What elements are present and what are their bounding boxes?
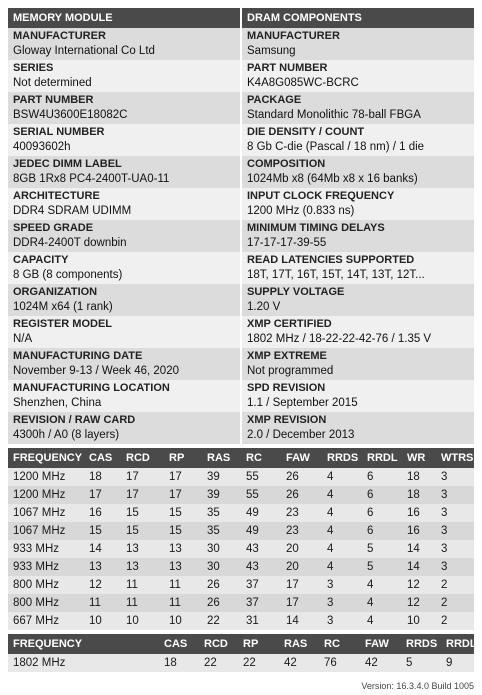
dram-field-value: 2.0 / December 2013 (247, 429, 355, 441)
dram-field-value: 1.20 V (247, 301, 281, 313)
module-field-value: DDR4 SDRAM UDIMM (13, 205, 132, 217)
table-cell: 14 (402, 540, 436, 558)
table-cell: 1200 MHz (8, 486, 84, 504)
table-cell: 4 (322, 486, 362, 504)
table-cell: 30 (202, 540, 241, 558)
module-field-value: Not determined (13, 77, 92, 89)
table-cell (84, 654, 159, 672)
table-cell: 15 (121, 522, 164, 540)
dram-field-value: 18T, 17T, 16T, 15T, 14T, 13T, 12T... (247, 269, 425, 281)
table-cell: 42 (279, 654, 319, 672)
table-row (8, 504, 474, 522)
table-cell: 667 MHz (8, 612, 84, 630)
table-row (8, 468, 474, 486)
timings-column-header: RP (164, 448, 202, 468)
table-cell: 4 (322, 522, 362, 540)
table-cell: 76 (319, 654, 360, 672)
module-field-label: ORGANIZATION (13, 286, 98, 298)
dram-field-label: XMP REVISION (247, 414, 327, 426)
module-field-label: MANUFACTURING DATE (13, 350, 143, 362)
table-cell: 11 (164, 594, 202, 612)
table-row (8, 558, 474, 576)
table-cell: 2 (436, 612, 474, 630)
xmp-column-header: RC (319, 634, 360, 654)
table-cell: 43 (241, 558, 281, 576)
table-cell: 35 (202, 504, 241, 522)
module-field-label: PART NUMBER (13, 94, 94, 106)
table-cell: 23 (281, 504, 322, 522)
table-cell: 5 (401, 654, 441, 672)
module-field (8, 220, 240, 252)
dram-field (242, 412, 474, 444)
table-cell: 10 (121, 612, 164, 630)
table-cell: 26 (202, 594, 241, 612)
table-cell: 11 (121, 576, 164, 594)
table-cell: 30 (202, 558, 241, 576)
table-cell: 11 (121, 594, 164, 612)
table-cell: 16 (402, 522, 436, 540)
table-cell: 31 (241, 612, 281, 630)
table-cell: 17 (164, 486, 202, 504)
table-cell: 13 (164, 540, 202, 558)
dram-field-label: XMP CERTIFIED (247, 318, 332, 330)
xmp-table-header (8, 634, 474, 654)
table-row (8, 654, 474, 672)
module-field (8, 284, 240, 316)
timings-column-header: FREQUENCY (8, 448, 84, 468)
table-cell: 933 MHz (8, 540, 84, 558)
dram-field-label: COMPOSITION (247, 158, 326, 170)
module-field-label: SERIAL NUMBER (13, 126, 105, 138)
module-field-value: DDR4-2400T downbin (13, 237, 127, 249)
xmp-column-header: FAW (360, 634, 401, 654)
table-cell: 3 (322, 612, 362, 630)
table-cell: 12 (402, 576, 436, 594)
table-row (8, 522, 474, 540)
timings-column-header: CAS (84, 448, 121, 468)
timings-column-header: RCD (121, 448, 164, 468)
table-cell: 42 (360, 654, 401, 672)
dram-field-label: READ LATENCIES SUPPORTED (247, 254, 415, 266)
table-cell: 10 (84, 612, 121, 630)
table-cell: 933 MHz (8, 558, 84, 576)
table-cell: 14 (84, 540, 121, 558)
timings-column-header: FAW (281, 448, 322, 468)
table-cell: 13 (121, 558, 164, 576)
table-cell: 13 (84, 558, 121, 576)
info-columns (8, 8, 474, 444)
dram-field (242, 60, 474, 92)
module-field-label: MANUFACTURING LOCATION (13, 382, 170, 394)
module-field-value: Gloway International Co Ltd (13, 45, 155, 57)
module-field (8, 60, 240, 92)
module-field-value: 8GB 1Rx8 PC4-2400T-UA0-11 (13, 173, 170, 185)
version-label: Version: 16.3.4.0 Build 1005 (361, 681, 474, 691)
timing-table-header (8, 448, 474, 468)
dram-field-value: 1.1 / September 2015 (247, 397, 358, 409)
dram-field-value: Not programmed (247, 365, 334, 377)
module-field (8, 28, 240, 60)
dram-field (242, 188, 474, 220)
table-cell: 17 (164, 468, 202, 486)
table-row (8, 576, 474, 594)
module-field-value: 4300h / A0 (8 layers) (13, 429, 120, 441)
table-cell: 43 (241, 540, 281, 558)
module-field-label: SPEED GRADE (13, 222, 94, 234)
timings-column-header: WR (402, 448, 436, 468)
table-cell: 3 (322, 594, 362, 612)
dram-field (242, 156, 474, 188)
dram-field-value: K4A8G085WC-BCRC (247, 77, 359, 89)
table-cell: 20 (281, 540, 322, 558)
memory-module-column (8, 8, 240, 444)
dram-field-value: Standard Monolithic 78-ball FBGA (247, 109, 421, 121)
table-cell: 2 (436, 594, 474, 612)
table-cell: 4 (362, 594, 402, 612)
module-field-label: ARCHITECTURE (13, 190, 100, 202)
dram-field (242, 92, 474, 124)
table-cell: 12 (84, 576, 121, 594)
table-cell: 13 (164, 558, 202, 576)
dram-field-label: SPD REVISION (247, 382, 326, 394)
module-field-label: MANUFACTURER (13, 30, 106, 42)
table-cell: 17 (121, 486, 164, 504)
module-field (8, 412, 240, 444)
module-field-label: REGISTER MODEL (13, 318, 113, 330)
table-cell: 1067 MHz (8, 522, 84, 540)
table-cell: 12 (402, 594, 436, 612)
table-cell: 5 (362, 540, 402, 558)
table-cell: 22 (238, 654, 279, 672)
dram-field (242, 284, 474, 316)
table-cell: 4 (362, 576, 402, 594)
table-cell: 800 MHz (8, 594, 84, 612)
timing-table (8, 448, 474, 630)
module-field-label: JEDEC DIMM LABEL (13, 158, 122, 170)
table-cell: 22 (199, 654, 238, 672)
dram-field (242, 124, 474, 156)
module-field-label: CAPACITY (13, 254, 69, 266)
table-cell: 3 (436, 558, 474, 576)
dram-field (242, 220, 474, 252)
table-row (8, 540, 474, 558)
table-cell: 11 (164, 576, 202, 594)
timings-column-header: RRDS (322, 448, 362, 468)
table-cell: 23 (281, 522, 322, 540)
table-cell: 39 (202, 468, 241, 486)
table-cell: 2 (436, 576, 474, 594)
table-cell: 4 (322, 540, 362, 558)
dram-field-value: Samsung (247, 45, 296, 57)
timings-column-header: RC (241, 448, 281, 468)
dram-field-label: MANUFACTURER (247, 30, 340, 42)
table-cell: 14 (281, 612, 322, 630)
module-field (8, 316, 240, 348)
table-cell: 35 (202, 522, 241, 540)
table-cell: 10 (402, 612, 436, 630)
table-cell: 11 (84, 594, 121, 612)
module-field (8, 188, 240, 220)
table-cell: 17 (281, 576, 322, 594)
dram-field-label: XMP EXTREME (247, 350, 327, 362)
table-cell: 55 (241, 486, 281, 504)
table-cell: 39 (202, 486, 241, 504)
dram-field-label: MINIMUM TIMING DELAYS (247, 222, 385, 234)
table-cell: 6 (362, 522, 402, 540)
dram-field-label: PART NUMBER (247, 62, 328, 74)
module-field-value: November 9-13 / Week 46, 2020 (13, 365, 179, 377)
table-cell: 6 (362, 468, 402, 486)
table-cell: 3 (436, 504, 474, 522)
dram-field-value: 1200 MHz (0.833 ns) (247, 205, 355, 217)
table-cell: 1067 MHz (8, 504, 84, 522)
table-cell: 37 (241, 576, 281, 594)
table-cell: 3 (436, 486, 474, 504)
table-cell: 49 (241, 504, 281, 522)
table-row (8, 594, 474, 612)
table-cell: 3 (436, 522, 474, 540)
table-cell: 6 (362, 504, 402, 522)
table-cell: 18 (159, 654, 199, 672)
module-field-value: 1024M x64 (1 rank) (13, 301, 113, 313)
module-field-value: BSW4U3600E18082C (13, 109, 128, 121)
dram-components-column (242, 8, 474, 444)
dram-field (242, 380, 474, 412)
table-cell: 15 (164, 504, 202, 522)
dram-field-label: INPUT CLOCK FREQUENCY (247, 190, 395, 202)
module-field (8, 156, 240, 188)
dram-field (242, 28, 474, 60)
table-cell: 14 (402, 558, 436, 576)
module-field (8, 380, 240, 412)
module-field-label: SERIES (13, 62, 54, 74)
table-cell: 1802 MHz (8, 654, 84, 672)
table-cell: 16 (402, 504, 436, 522)
xmp-column-header: RRDL (441, 634, 474, 654)
table-cell: 1200 MHz (8, 468, 84, 486)
table-cell: 5 (362, 558, 402, 576)
dram-field (242, 348, 474, 380)
table-cell: 16 (84, 504, 121, 522)
module-field-value: N/A (13, 333, 33, 345)
dram-field-value: 1802 MHz / 18-22-22-42-76 / 1.35 V (247, 333, 432, 345)
xmp-column-header: RP (238, 634, 279, 654)
table-cell: 22 (202, 612, 241, 630)
dram-field-value: 1024Mb x8 (64Mb x8 x 16 banks) (247, 173, 418, 185)
module-field (8, 92, 240, 124)
dram-field-value: 8 Gb C-die (Pascal / 18 nm) / 1 die (247, 141, 425, 153)
table-cell: 17 (281, 594, 322, 612)
xmp-column-header: RRDS (401, 634, 441, 654)
table-cell: 15 (84, 522, 121, 540)
table-row (8, 486, 474, 504)
table-cell: 18 (84, 468, 121, 486)
table-cell: 3 (436, 468, 474, 486)
module-field-value: 8 GB (8 components) (13, 269, 123, 281)
table-cell: 17 (84, 486, 121, 504)
table-cell: 26 (202, 576, 241, 594)
spd-report (8, 8, 477, 672)
dram-field-label: PACKAGE (247, 94, 302, 106)
xmp-column-header: RAS (279, 634, 319, 654)
table-cell: 18 (402, 468, 436, 486)
table-cell: 13 (121, 540, 164, 558)
dram-field (242, 252, 474, 284)
timings-column-header: WTRS (436, 448, 474, 468)
table-cell: 3 (322, 576, 362, 594)
table-cell: 49 (241, 522, 281, 540)
table-cell: 37 (241, 594, 281, 612)
xmp-table (8, 634, 477, 672)
xmp-column-header: CAS (159, 634, 199, 654)
module-field (8, 124, 240, 156)
module-field-value: Shenzhen, China (13, 397, 102, 409)
table-cell: 800 MHz (8, 576, 84, 594)
timings-column-header: RRDL (362, 448, 402, 468)
table-cell: 18 (402, 486, 436, 504)
module-field-label: REVISION / RAW CARD (13, 414, 136, 426)
timings-column-header: RAS (202, 448, 241, 468)
table-cell: 4 (322, 558, 362, 576)
dram-components-header: DRAM COMPONENTS (242, 8, 474, 28)
table-cell: 4 (362, 612, 402, 630)
memory-module-header: MEMORY MODULE (8, 8, 240, 28)
table-cell: 4 (322, 504, 362, 522)
table-cell: 15 (121, 504, 164, 522)
table-cell: 6 (362, 486, 402, 504)
table-cell: 9 (441, 654, 474, 672)
module-field (8, 252, 240, 284)
timing-table-body (8, 468, 474, 630)
table-cell: 10 (164, 612, 202, 630)
dram-field (242, 316, 474, 348)
xmp-column-header (84, 634, 159, 654)
xmp-column-header: RCD (199, 634, 238, 654)
module-field-value: 40093602h (13, 141, 71, 153)
table-cell: 4 (322, 468, 362, 486)
xmp-column-header: FREQUENCY (8, 634, 84, 654)
table-cell: 17 (121, 468, 164, 486)
table-cell: 20 (281, 558, 322, 576)
xmp-table-body (8, 654, 474, 672)
table-cell: 55 (241, 468, 281, 486)
module-field (8, 348, 240, 380)
table-cell: 26 (281, 486, 322, 504)
table-cell: 26 (281, 468, 322, 486)
dram-field-value: 17-17-17-39-55 (247, 237, 327, 249)
table-cell: 15 (164, 522, 202, 540)
table-cell: 3 (436, 540, 474, 558)
dram-field-label: DIE DENSITY / COUNT (247, 126, 365, 138)
dram-field-label: SUPPLY VOLTAGE (247, 286, 345, 298)
table-row (8, 612, 474, 630)
